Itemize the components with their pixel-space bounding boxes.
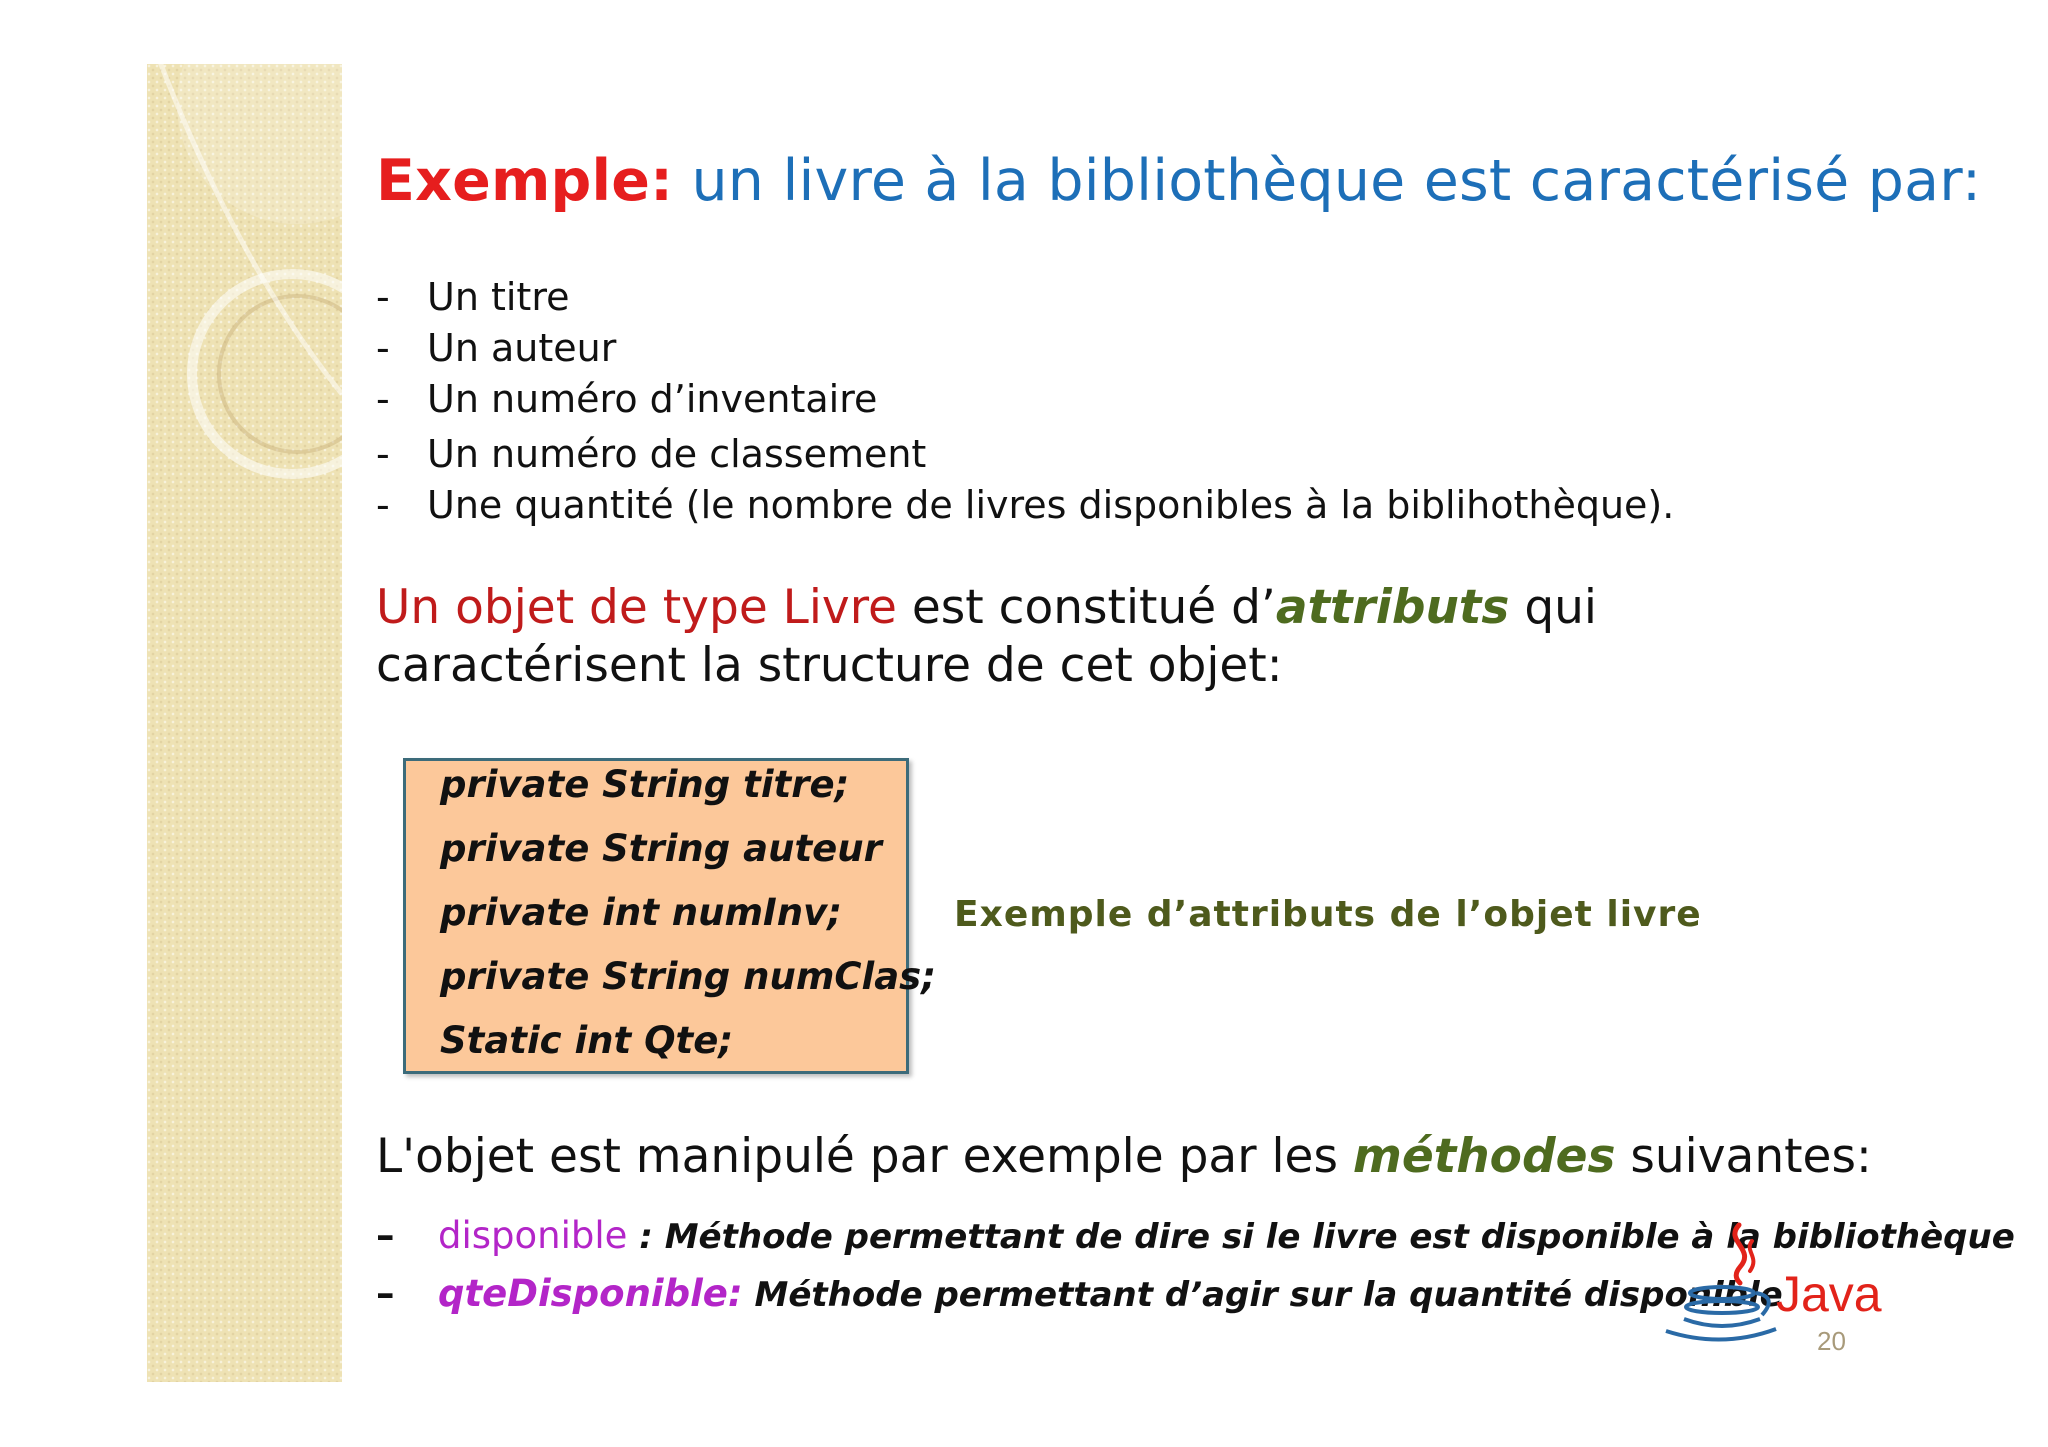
list-item (376, 480, 1674, 531)
attributes-paragraph (376, 579, 1876, 695)
attributes-caption: Exemple d’attributs de l’objet livre (954, 894, 1702, 935)
book-characteristics-list (376, 272, 1674, 531)
list-item (376, 425, 1674, 480)
paragraph-end: qui caractérisent la structure de cet objet: (376, 580, 1597, 693)
java-logo-text: Java (1776, 1266, 1882, 1322)
list-item (376, 374, 1674, 425)
methods-intro-after: suivantes: (1615, 1129, 1872, 1184)
method-description: Méthode permettant d’agir sur la quantité disponible (754, 1275, 1783, 1315)
title-text: un livre à la bibliothèque est caractérisé par: (691, 148, 1982, 214)
decorative-side-band (147, 64, 342, 1382)
method-name: qteDisponible: (438, 1272, 743, 1315)
method-separator (743, 1275, 755, 1315)
title-label: Exemple: (376, 148, 674, 214)
methods-intro (376, 1129, 1872, 1184)
java-logo-icon (1644, 1219, 1884, 1349)
list-item-text: Un auteur (427, 326, 617, 370)
slide-title (376, 148, 1981, 214)
code-line: private String numClas; (440, 955, 936, 998)
circle-ornament-icon (147, 64, 342, 584)
method-separator: : (627, 1217, 665, 1257)
list-item-text: Un numéro de classement (427, 432, 927, 476)
code-line: Static int Qte; (440, 1019, 734, 1062)
list-item-text: Un numéro d’inventaire (427, 377, 878, 421)
list-item-text: Un titre (427, 275, 570, 319)
attributes-code-box (403, 758, 936, 1074)
bullet-marker: – (376, 1214, 395, 1257)
bullet-marker: - (376, 432, 390, 476)
bullet-marker: - (376, 377, 390, 421)
list-item-text: Une quantité (le nombre de livres disponibles à la biblihothèque). (427, 483, 1675, 527)
methods-intro-before: L'objet est manipulé par exemple par les (376, 1129, 1353, 1184)
bullet-marker: – (376, 1272, 395, 1315)
slide (147, 64, 2015, 1382)
object-type-text: Un objet de type Livre (376, 580, 897, 635)
bullet-marker: - (376, 326, 390, 370)
page-number: 20 (1817, 1326, 1846, 1356)
bullet-marker: - (376, 275, 390, 319)
code-line: private String auteur (440, 827, 882, 870)
methodes-highlight: méthodes (1352, 1129, 1616, 1184)
code-line: private String titre; (440, 763, 850, 806)
code-line: private int numInv; (440, 891, 843, 934)
method-name: disponible (438, 1214, 628, 1257)
method-description: Méthode permettant de dire si le livre est disponible à la bibliothèque (664, 1217, 2015, 1257)
list-item (376, 323, 1674, 374)
bullet-marker: - (376, 483, 390, 527)
paragraph-middle: est constitué d’ (896, 580, 1276, 635)
attributs-highlight: attributs (1275, 580, 1510, 635)
list-item (376, 272, 1674, 323)
